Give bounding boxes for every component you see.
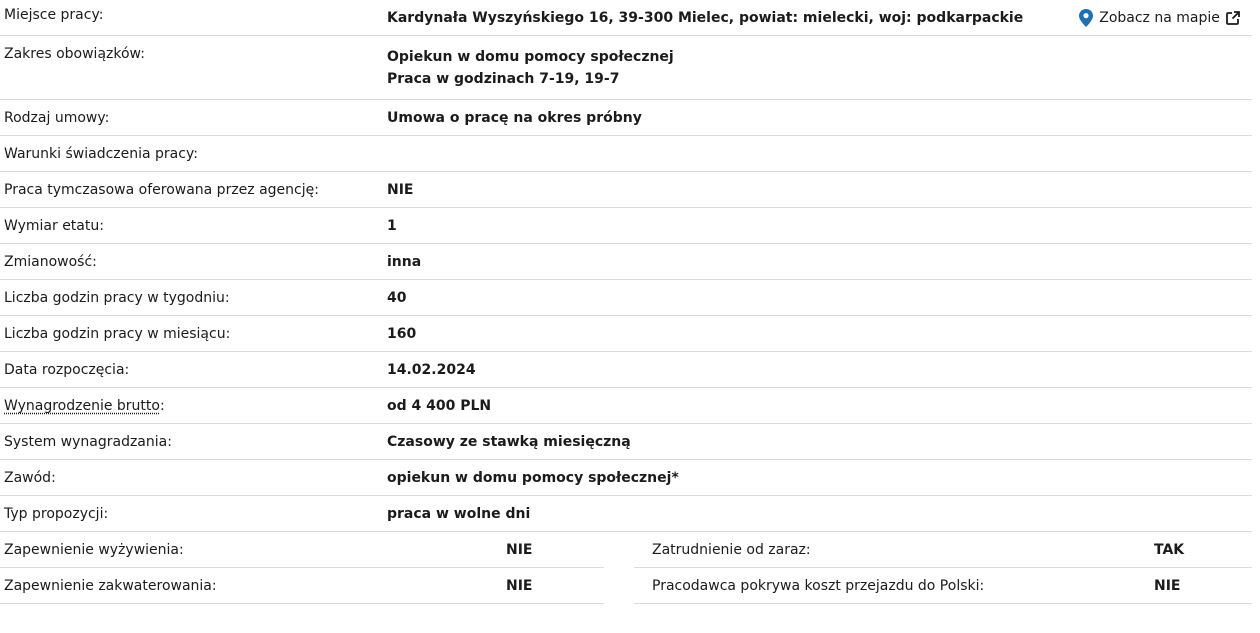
salary-tooltip-term[interactable]: Wynagrodzenie brutto [4,398,160,414]
row-location [0,0,1252,36]
value-pay-system: Czasowy ze stawką miesięczną [387,434,631,450]
label-occupation: Zawód: [4,470,56,486]
row-food [0,532,604,568]
value-hours-week: 40 [387,290,407,306]
label-shifts: Zmianowość: [4,254,97,270]
row-travel [634,568,1252,604]
value-housing: NIE [506,578,533,594]
row-start-date [0,352,1252,388]
label-offer-type: Typ propozycji: [4,506,109,522]
value-occupation: opiekun w domu pomocy społecznej* [387,470,679,486]
label-pay-system: System wynagradzania: [4,434,172,450]
label-location: Miejsce pracy: [4,7,104,23]
split-section [0,532,1252,604]
map-link[interactable] [1079,8,1240,27]
row-pay-system [0,424,1252,460]
value-hours-month: 160 [387,326,417,342]
label-food: Zapewnienie wyżywienia: [4,542,184,558]
value-duties [387,48,1252,88]
label-fte: Wymiar etatu: [4,218,104,234]
row-shifts [0,244,1252,280]
value-offer-type: praca w wolne dni [387,506,531,522]
value-location [387,6,1252,27]
row-fte [0,208,1252,244]
duties-line-1: Opiekun w domu pomocy społecznej [387,49,674,65]
row-hours-month [0,316,1252,352]
label-start-date: Data rozpoczęcia: [4,362,130,378]
value-start-date: 14.02.2024 [387,362,476,378]
duties-line-2: Praca w godzinach 7-19, 19-7 [387,71,620,87]
row-immediate [634,532,1252,568]
row-housing [0,568,604,604]
label-salary [4,397,387,415]
label-hours-week: Liczba godzin pracy w tygodniu: [4,290,230,306]
split-right-column [634,532,1252,604]
label-housing: Zapewnienie zakwaterowania: [4,578,217,594]
map-pin-icon [1079,9,1093,27]
value-fte: 1 [387,218,397,234]
location-address: Kardynała Wyszyńskiego 16, 39-300 Mielec, powiat: mielecki, woj: podkarpackie [387,10,1024,26]
value-travel: NIE [1154,578,1181,594]
map-link-label: Zobacz na mapie [1099,9,1220,26]
row-agency [0,172,1252,208]
value-agency: NIE [387,182,414,198]
row-offer-type [0,496,1252,532]
row-conditions [0,136,1252,172]
label-conditions: Warunki świadczenia pracy: [4,146,198,162]
row-hours-week [0,280,1252,316]
external-link-icon [1226,11,1240,25]
label-travel: Pracodawca pokrywa koszt przejazdu do Polski: [652,578,985,594]
value-shifts: inna [387,254,422,270]
row-contract [0,100,1252,136]
label-agency: Praca tymczasowa oferowana przez agencję: [4,182,319,198]
value-contract: Umowa o pracę na okres próbny [387,110,642,126]
label-duties: Zakres obowiązków: [4,46,145,62]
value-immediate: TAK [1154,542,1185,558]
row-salary [0,388,1252,424]
value-food: NIE [506,542,533,558]
label-contract: Rodzaj umowy: [4,110,110,126]
row-duties [0,36,1252,100]
label-hours-month: Liczba godzin pracy w miesiącu: [4,326,231,342]
value-salary: od 4 400 PLN [387,398,492,414]
row-occupation [0,460,1252,496]
split-left-column [0,532,604,604]
label-immediate: Zatrudnienie od zaraz: [652,542,811,558]
salary-label-colon: : [159,398,165,414]
